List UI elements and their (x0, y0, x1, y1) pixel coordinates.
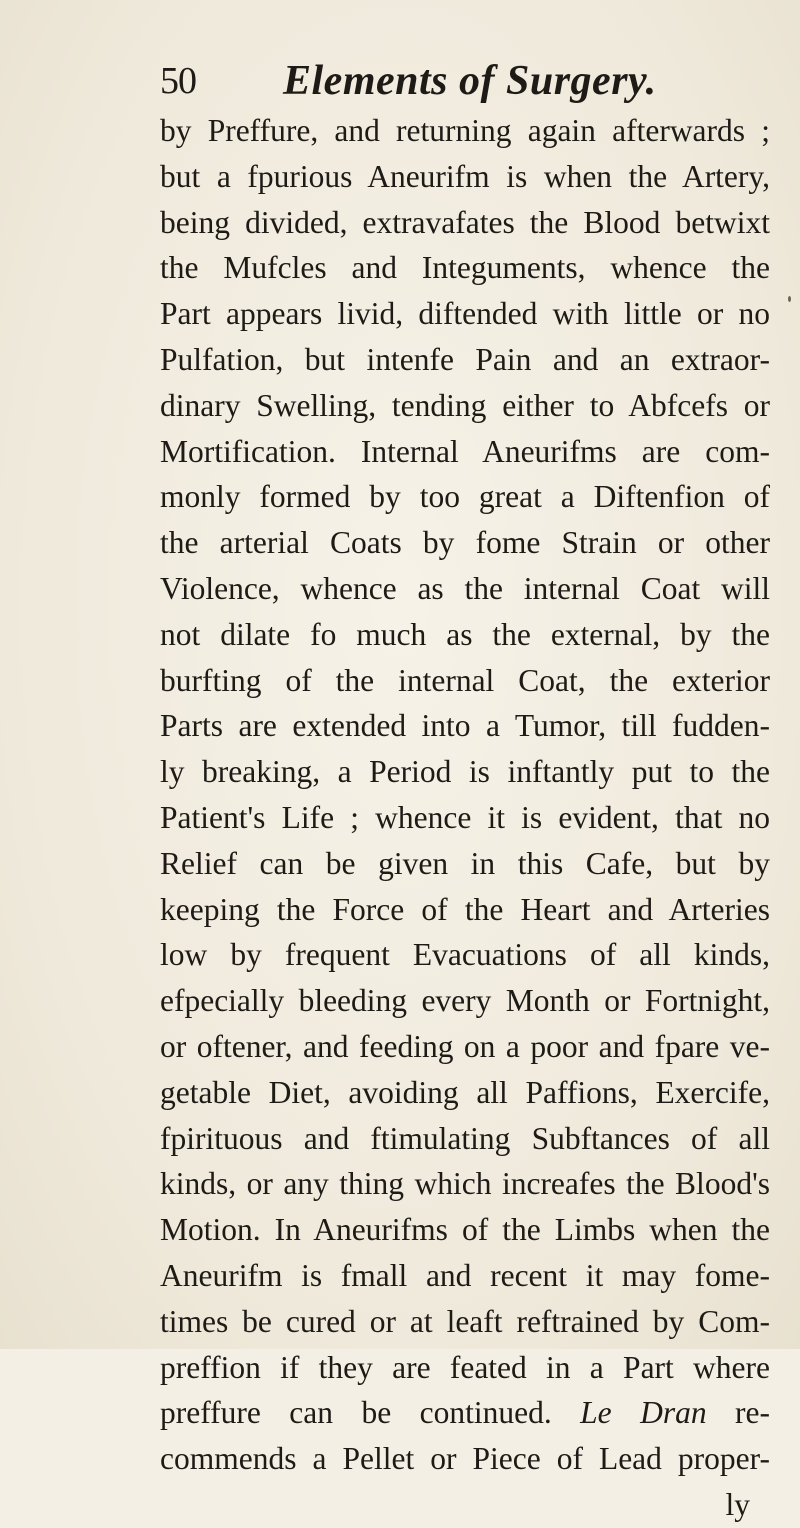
page-header (160, 56, 760, 106)
body-text (160, 108, 770, 1528)
text-line: monly formed by too great a Diftenfion of (160, 479, 770, 515)
text-line: kinds, or any thing which increafes the Blood's (160, 1166, 770, 1202)
text-line: the arterial Coats by fome Strain or other (160, 525, 770, 561)
ink-speck (788, 296, 791, 302)
text-line: Patient's Life ; whence it is evident, that no (160, 799, 770, 835)
text-line-le-dran (160, 1390, 770, 1436)
line-text-before: preffure can be continued. (160, 1395, 581, 1431)
running-title: Elements of Surgery. (283, 58, 657, 104)
text-line: Motion. In Aneurifms of the Limbs when the (160, 1212, 770, 1248)
page-number: 50 (160, 60, 196, 102)
text-line: Aneurifm is fmall and recent it may fome- (160, 1257, 770, 1293)
text-line: the Mufcles and Integuments, whence the (160, 250, 770, 286)
text-line: fpirituous and ftimulating Subftances of all (160, 1120, 770, 1156)
author-name-italic: Le Dran (580, 1395, 707, 1431)
text-line: commends a Pellet or Piece of Lead proper- (160, 1441, 770, 1477)
text-line: Parts are extended into a Tumor, till fudden- (160, 708, 770, 744)
text-line: Relief can be given in this Cafe, but by (160, 845, 770, 881)
text-line: efpecially bleeding every Month or Fortnight, (160, 983, 770, 1019)
text-line: or oftener, and feeding on a poor and fpare ve- (160, 1028, 770, 1064)
text-line: times be cured or at leaft reftrained by Com- (160, 1303, 770, 1339)
text-line: getable Diet, avoiding all Paffions, Exercife, (160, 1074, 770, 1110)
text-line: ly breaking, a Period is inftantly put to the (160, 754, 770, 790)
text-line: low by frequent Evacuations of all kinds, (160, 937, 770, 973)
text-line: Part appears livid, diftended with little or no (160, 296, 770, 332)
text-line: Violence, whence as the internal Coat will (160, 570, 770, 606)
text-line: preffion if they are feated in a Part where (160, 1349, 770, 1385)
text-line: dinary Swelling, tending either to Abfcefs or (160, 387, 770, 423)
text-line: Mortification. Internal Aneurifms are com- (160, 433, 770, 469)
line-text-after: re- (706, 1395, 770, 1431)
text-line: Pulfation, but intenfe Pain and an extraor- (160, 341, 770, 377)
text-line: burfting of the internal Coat, the exterior (160, 662, 770, 698)
text-line: but a fpurious Aneurifm is when the Artery, (160, 158, 770, 194)
text-line: by Preffure, and returning again afterwards ; (160, 113, 770, 148)
text-line: keeping the Force of the Heart and Arteries (160, 891, 770, 927)
catchword: ly (725, 1486, 750, 1522)
text-line: being divided, extravafates the Blood betwixt (160, 204, 770, 240)
text-line: not dilate fo much as the external, by the (160, 616, 770, 652)
